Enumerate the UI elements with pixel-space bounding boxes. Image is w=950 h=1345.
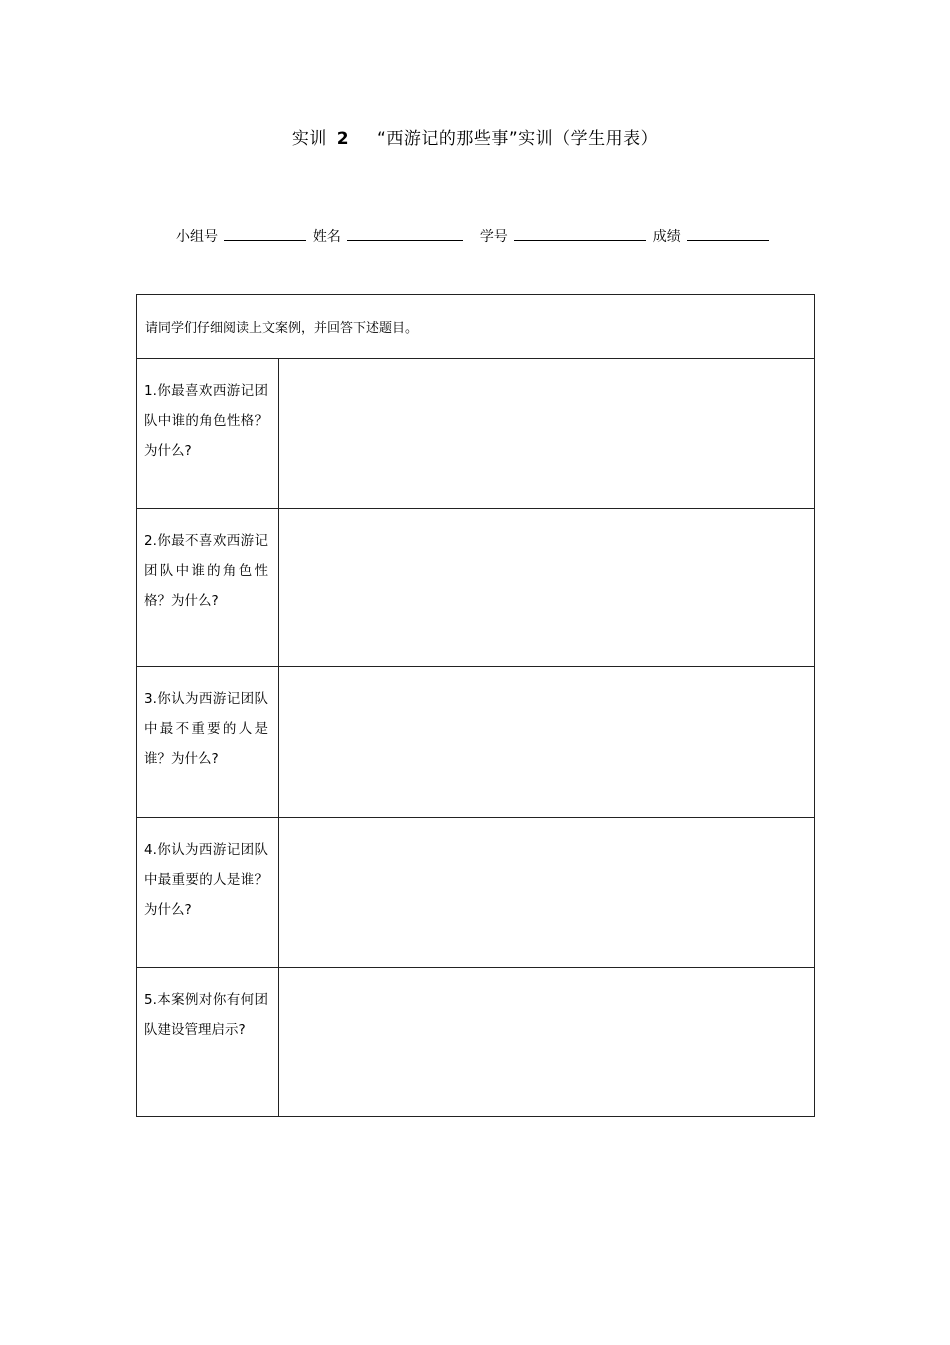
question-1-text: 1.你最喜欢西游记团队中谁的角色性格？为什么? — [137, 359, 279, 509]
answer-4-cell[interactable] — [279, 818, 815, 968]
score-blank[interactable] — [687, 226, 769, 241]
answer-3-cell[interactable] — [279, 667, 815, 818]
question-2-text: 2.你最不喜欢西游记团队中谁的角色性格？为什么? — [137, 509, 279, 667]
answer-5-cell[interactable] — [279, 968, 815, 1117]
question-4-text: 4.你认为西游记团队中最重要的人是谁？为什么? — [137, 818, 279, 968]
answer-1-cell[interactable] — [279, 359, 815, 509]
question-row — [137, 968, 815, 1117]
name-blank[interactable] — [347, 226, 463, 241]
group-blank[interactable] — [224, 226, 306, 241]
question-row — [137, 667, 815, 818]
question-3-text: 3.你认为西游记团队中最不重要的人是谁？为什么? — [137, 667, 279, 818]
question-row — [137, 509, 815, 667]
question-table — [136, 294, 815, 1117]
answer-2-cell[interactable] — [279, 509, 815, 667]
question-row — [137, 359, 815, 509]
title-number: 2 — [336, 129, 350, 149]
instruction-row — [137, 295, 815, 359]
id-label: 学号 — [479, 229, 508, 245]
question-row — [137, 818, 815, 968]
instruction-text: 请同学们仔细阅读上文案例，并回答下述题目。 — [137, 295, 815, 359]
title-main: “西游记的那些事”实训（学生用表） — [377, 129, 659, 149]
title-prefix: 实训 — [291, 129, 327, 149]
student-info-row — [176, 226, 771, 246]
score-label: 成绩 — [652, 229, 681, 245]
id-blank[interactable] — [514, 226, 646, 241]
group-label: 小组号 — [176, 229, 218, 245]
question-5-text: 5.本案例对你有何团队建设管理启示? — [137, 968, 279, 1117]
name-label: 姓名 — [312, 229, 341, 245]
page-title — [0, 124, 950, 149]
